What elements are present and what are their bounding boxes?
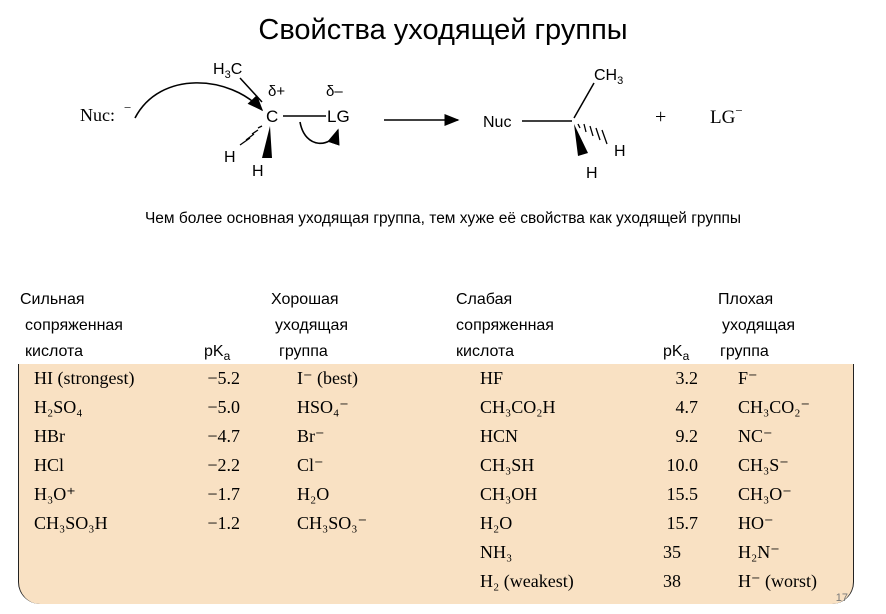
right-group-2: NC⁻ xyxy=(738,426,773,446)
product-hydrogen-2: H xyxy=(586,165,598,182)
right-acid-3: CH₃SH xyxy=(480,455,535,475)
left-pka-5: −1.2 xyxy=(207,513,240,533)
leaving-group-label: LG xyxy=(327,107,350,126)
right-pka-1: 4.7 xyxy=(675,397,698,417)
left-acid-1: H₂SO₄ xyxy=(34,397,83,417)
right-group-6: H₂N⁻ xyxy=(738,542,780,562)
product-nuc-label: Nuc xyxy=(483,114,512,131)
plus-sign: + xyxy=(655,106,667,128)
right-acid-4: CH₃OH xyxy=(480,484,538,504)
methyl-label: $H_3C$ xyxy=(213,61,243,81)
right-group-7: H⁻ (worst) xyxy=(738,571,817,591)
right-pka-4: 15.5 xyxy=(666,484,698,504)
left-acid-0: HI (strongest) xyxy=(34,368,135,388)
left-group-2: Br⁻ xyxy=(297,426,325,446)
page-number: 17 xyxy=(835,592,848,604)
leaving-group-anion: LG− xyxy=(710,103,743,128)
hydrogen-label-2: H xyxy=(252,163,264,180)
left-pka-0: −5.2 xyxy=(207,368,240,388)
right-pka-2: 9.2 xyxy=(675,426,698,446)
left-acid-5: CH₃SO₃H xyxy=(34,513,108,533)
header-right-acid: Слабая сопряженная кислота xyxy=(456,291,554,360)
attack-arrow xyxy=(135,83,262,118)
right-pka-0: 3.2 xyxy=(675,368,698,388)
subtitle: Чем более основная уходящая группа, тем хуже её свойства как уходящей группы xyxy=(144,210,742,227)
right-acid-7: H₂ (weakest) xyxy=(480,571,574,591)
left-acid-4: H₃O⁺ xyxy=(34,484,76,504)
right-acid-6: NH₃ xyxy=(480,542,513,562)
product-methyl-label: $CH_3$ xyxy=(594,67,624,87)
hydrogen-label-1: H xyxy=(224,149,236,166)
right-pka-7: 38 xyxy=(663,571,681,591)
product-hydrogen-1: H xyxy=(614,143,626,160)
left-group-5: CH₃SO₃⁻ xyxy=(297,513,368,533)
right-group-5: HO⁻ xyxy=(738,513,774,533)
header-left-pka: $pK_a$ xyxy=(204,343,231,363)
header-right-pka: $pK_a$ xyxy=(663,343,690,363)
header-right-group: Плохая уходящая группа xyxy=(718,291,796,360)
right-group-0: F⁻ xyxy=(738,368,758,388)
left-pka-2: −4.7 xyxy=(207,426,240,446)
slide-title: Свойства уходящей группы xyxy=(258,14,628,46)
left-pka-1: −5.0 xyxy=(207,397,240,417)
right-acid-0: HF xyxy=(480,368,504,388)
right-pka-3: 10.0 xyxy=(666,455,698,475)
header-left-group: Хорошая уходящая группа xyxy=(271,291,349,360)
left-pka-4: −1.7 xyxy=(207,484,240,504)
left-group-4: H₂O xyxy=(297,484,330,504)
left-acid-3: HCl xyxy=(34,455,65,475)
reaction-scheme xyxy=(0,50,886,200)
left-acid-2: HBr xyxy=(34,426,65,446)
right-acid-2: HCN xyxy=(480,426,519,446)
table-panel xyxy=(18,364,854,604)
left-group-0: I⁻ (best) xyxy=(297,368,358,388)
right-group-4: CH₃O⁻ xyxy=(738,484,792,504)
right-acid-1: CH₃CO₂H xyxy=(480,397,556,417)
right-pka-6: 35 xyxy=(663,542,681,562)
delta-plus-label: δ+ xyxy=(268,83,286,100)
right-group-3: CH₃S⁻ xyxy=(738,455,789,475)
nucleophile-label: Nuc: xyxy=(80,105,115,125)
right-pka-5: 15.7 xyxy=(666,513,698,533)
header-left-acid: Сильная сопряженная кислота xyxy=(20,291,123,360)
left-pka-3: −2.2 xyxy=(207,455,240,475)
left-group-1: HSO₄⁻ xyxy=(297,397,349,417)
delta-minus-label: δ– xyxy=(326,83,343,100)
nucleophile-charge: − xyxy=(124,100,132,115)
right-group-1: CH₃CO₂⁻ xyxy=(738,397,811,417)
right-acid-5: H₂O xyxy=(480,513,513,533)
left-group-3: Cl⁻ xyxy=(297,455,324,475)
carbon-label: C xyxy=(266,107,279,126)
